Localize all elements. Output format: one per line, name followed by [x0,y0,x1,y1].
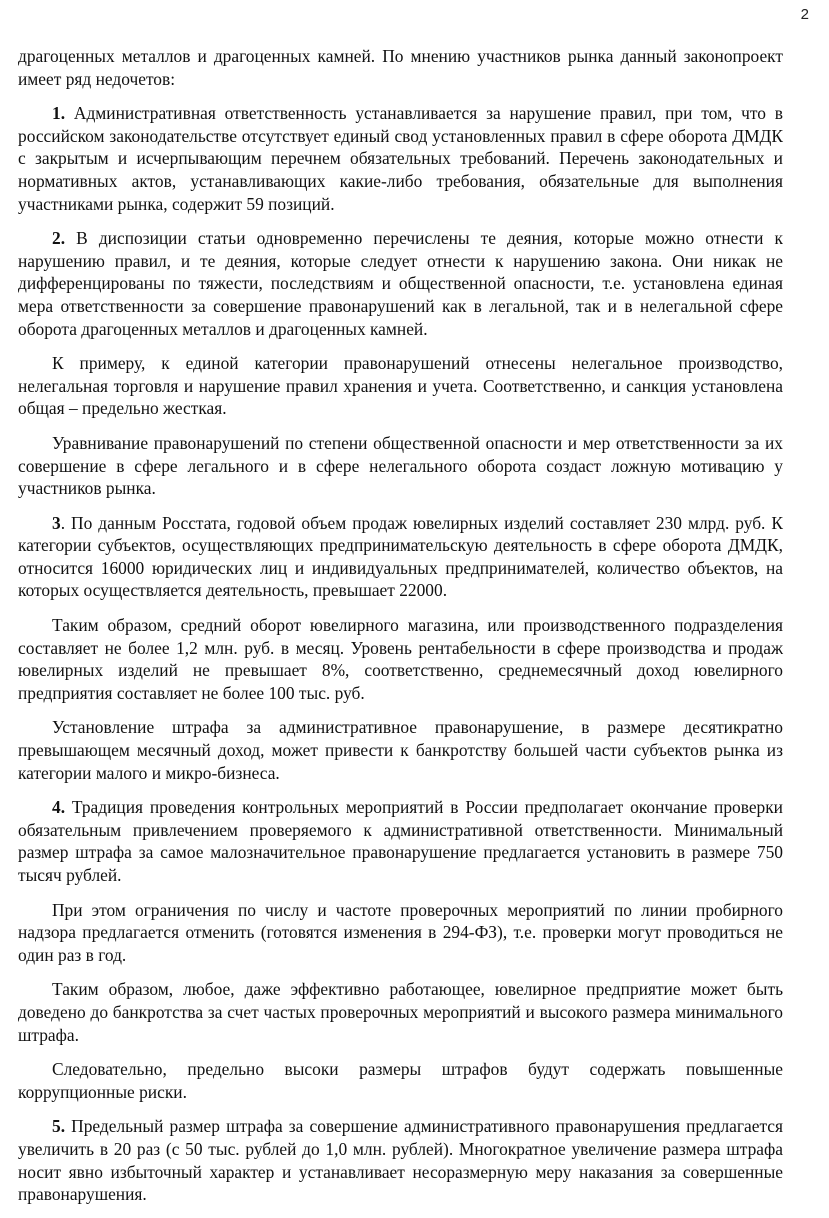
paragraph-text: . По данным Росстата, годовой объем продаж ювелирных изделий составляет 230 млрд. руб. К категории субъектов, осуществляющих предпринимательскую деятельность в сфере оборота ДМДК, относится 16000 юридических лиц и индивидуальных предпринимателей, количество объектов, на которых осуществляется деятельность, превышает 22000. [18,512,783,601]
paragraph-text: Уравнивание правонарушений по степени общественной опасности и мер ответственности за их совершение в сфере легального и в сфере нелегального оборота создаст ложную мотивацию у участников рынка. [18,432,783,499]
paragraph-corruption-risks [18,1058,783,1103]
point-number: 5. [52,1116,66,1137]
point-number: 4. [52,797,66,818]
paragraph-equalization [18,432,783,500]
paragraph-text: Следовательно, предельно высоки размеры штрафов будут содержать повышенные коррупционные риски. [18,1059,783,1102]
paragraph-inspections [18,899,783,967]
point-number: 2. [52,228,66,249]
paragraph-example [18,352,783,420]
paragraph-point-1 [18,102,783,215]
paragraph-intro [18,45,783,90]
paragraph-point-5 [18,1115,783,1205]
paragraph-text: К примеру, к единой категории правонарушений отнесены нелегальное производство, нелегальная торговля и нарушение правил хранения и учета. Соответственно, и санкция установлена общая – предельно жесткая. [18,353,783,419]
paragraph-text: В диспозиции статьи одновременно перечислены те деяния, которые можно отнести к нарушению правил, и те деяния, которые следует отнести к нарушению закона. Они никак не дифференцированы по тяжести, последствиям и общественной опасности, т.е. установлена единая мера ответственности за совершение правонарушений как в легальной, так и в нелегальной сфере оборота драгоценных металлов и драгоценных камней. [18,228,783,339]
paragraph-point-4 [18,796,783,886]
paragraph-text: драгоценных металлов и драгоценных камней. По мнению участников рынка данный законопроект имеет ряд недочетов: [18,46,783,89]
page-number: 2 [800,6,809,23]
paragraph-text: Предельный размер штрафа за совершение административного правонарушения предлагается увеличить в 20 раз (с 50 тыс. рублей до 1,0 млн. рублей). Многократное увеличение размера штрафа носит явно избыточный характер и устанавливает несоразмерную меру наказания за совершенные правонарушения. [18,1116,783,1205]
paragraph-consequence [18,978,783,1046]
paragraph-text: Административная ответственность устанавливается за нарушение правил, при том, что в российском законодательстве отсутствует единый свод установленных правил в сфере оборота ДМДК с закрытым и исчерпывающим перечнем обязательных требований. Перечень законодательных и нормативных актов, устанавливающих какие-либо требования, обязательные для выполнения участниками рынка, содержит 59 позиций. [18,103,783,214]
paragraph-text: Установление штрафа за административное правонарушение, в размере десятикратно превышающем месячный доход, может привести к банкротству большей части субъектов рынка из категории малого и микро-бизнеса. [18,717,783,783]
paragraph-point-2 [18,227,783,340]
paragraph-fine-bankruptcy [18,716,783,784]
paragraph-text: При этом ограничения по числу и частоте проверочных мероприятий по линии пробирного надзора предлагается отменить (готовятся изменения в 294-ФЗ), т.е. проверки могут проводиться не один раз в год. [18,899,783,965]
paragraph-point-3 [18,512,783,602]
paragraph-text: Таким образом, средний оборот ювелирного магазина, или производственного подразделения составляет не более 1,2 млн. руб. в месяц. Уровень рентабельности в сфере производства и продаж ювелирных изделий не превышает 8%, соответственно, среднемесячный доход ювелирного предприятия составляет не более 100 тыс. руб. [18,615,783,703]
paragraph-turnover [18,614,783,704]
paragraph-text: Таким образом, любое, даже эффективно работающее, ювелирное предприятие может быть доведено до банкротства за счет частых проверочных мероприятий и высокого размера минимального штрафа. [18,979,783,1045]
paragraph-text: Традиция проведения контрольных мероприятий в России предполагает окончание проверки обязательным привлечением проверяемого к административной ответственности. Минимальный размер штрафа за самое малозначительное правонарушение предлагается установить в размере 750 тысяч рублей. [18,797,783,885]
point-number: 3 [52,512,61,533]
document-body [18,45,783,1218]
point-number: 1. [52,103,66,124]
